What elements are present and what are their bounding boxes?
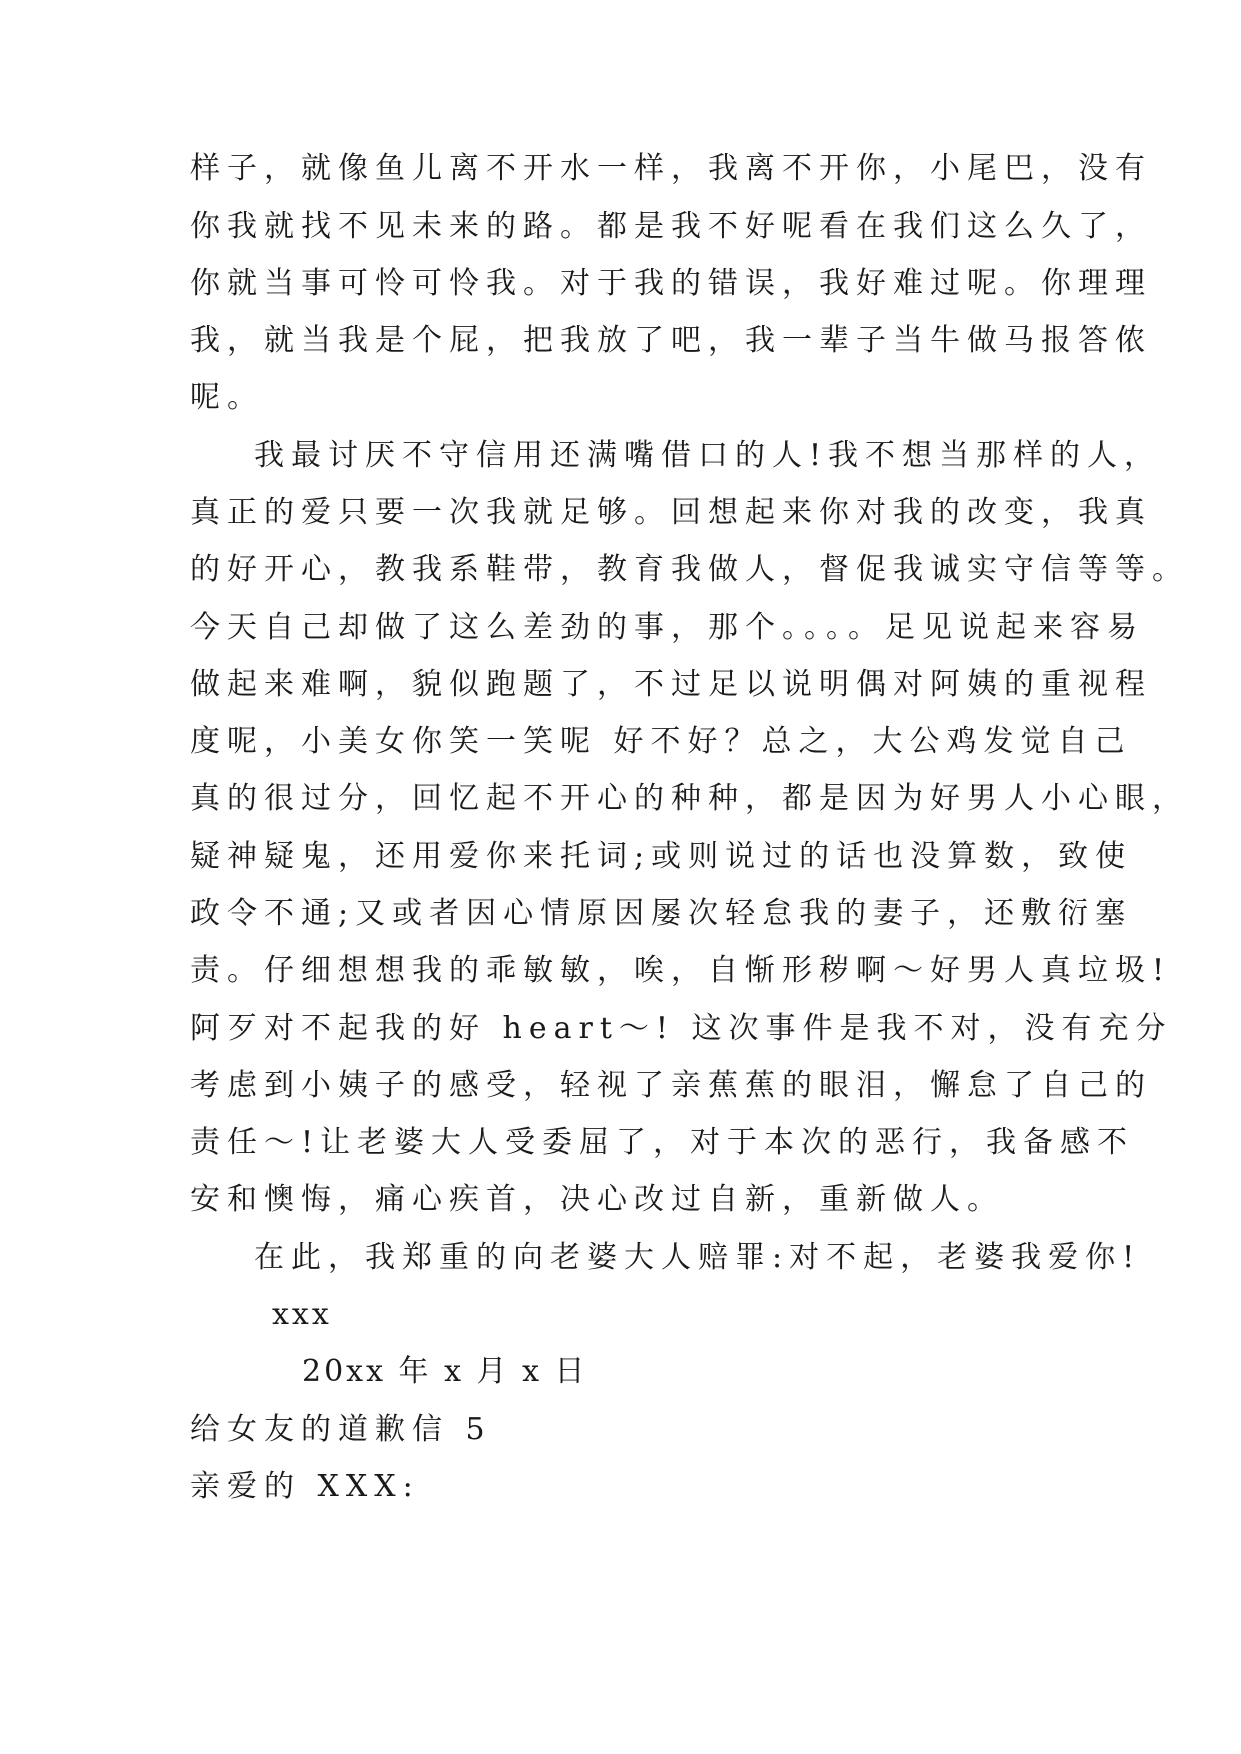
section-title: 给女友的道歉信 5 xyxy=(190,1412,492,1447)
salutation: 亲爱的 XXX: xyxy=(190,1469,420,1504)
body-line: 我，就当我是个屁，把我放了吧，我一辈子当牛做马报答侬 xyxy=(190,323,1152,358)
body-line: 你我就找不见未来的路。都是我不好呢看在我们这么久了， xyxy=(190,209,1152,244)
signature-date: 20xx 年 x 月 x 日 xyxy=(302,1354,588,1389)
body-line: 度呢，小美女你笑一笑呢 好不好？总之，大公鸡发觉自己 xyxy=(190,724,1132,759)
body-line: 真的很过分，回忆起不开心的种种，都是因为好男人小心眼， xyxy=(190,781,1189,816)
body-line: 做起来难啊，貌似跑题了，不过足以说明偶对阿姨的重视程 xyxy=(190,667,1152,702)
body-line: 呢。 xyxy=(190,380,264,415)
body-line: 样子，就像鱼儿离不开水一样，我离不开你，小尾巴，没有 xyxy=(190,151,1152,186)
body-line: 责任～!让老婆大人受委屈了，对于本次的恶行，我备感不 xyxy=(190,1125,1135,1160)
body-line: 今天自己却做了这么差劲的事，那个。。。。足见说起来容易 xyxy=(190,610,1144,645)
body-line: 安和懊悔，痛心疾首，决心改过自新，重新做人。 xyxy=(190,1182,1004,1217)
body-line: 疑神疑鬼，还用爱你来托词;或则说过的话也没算数，致使 xyxy=(190,839,1133,874)
body-line: 你就当事可怜可怜我。对于我的错误，我好难过呢。你理理 xyxy=(190,266,1152,301)
body-line: 真正的爱只要一次我就足够。回想起来你对我的改变，我真 xyxy=(190,495,1152,530)
apology-line: 在此，我郑重的向老婆大人赔罪:对不起，老婆我爱你! xyxy=(254,1240,1142,1275)
body-line: 的好开心，教我系鞋带，教育我做人，督促我诚实守信等等。 xyxy=(190,552,1189,587)
paragraph-start-line: 我最讨厌不守信用还满嘴借口的人!我不想当那样的人， xyxy=(254,438,1162,473)
body-line: 阿歹对不起我的好 heart～! 这次事件是我不对，没有充分 xyxy=(190,1011,1173,1046)
body-line: 政令不通;又或者因心情原因屡次轻怠我的妻子，还敷衍塞 xyxy=(190,896,1133,931)
signature-name: xxx xyxy=(272,1297,332,1332)
body-line: 责。仔细想想我的乖敏敏，唉，自惭形秽啊～好男人真垃圾! xyxy=(190,953,1172,988)
body-line: 考虑到小姨子的感受，轻视了亲蕉蕉的眼泪，懈怠了自己的 xyxy=(190,1068,1152,1103)
